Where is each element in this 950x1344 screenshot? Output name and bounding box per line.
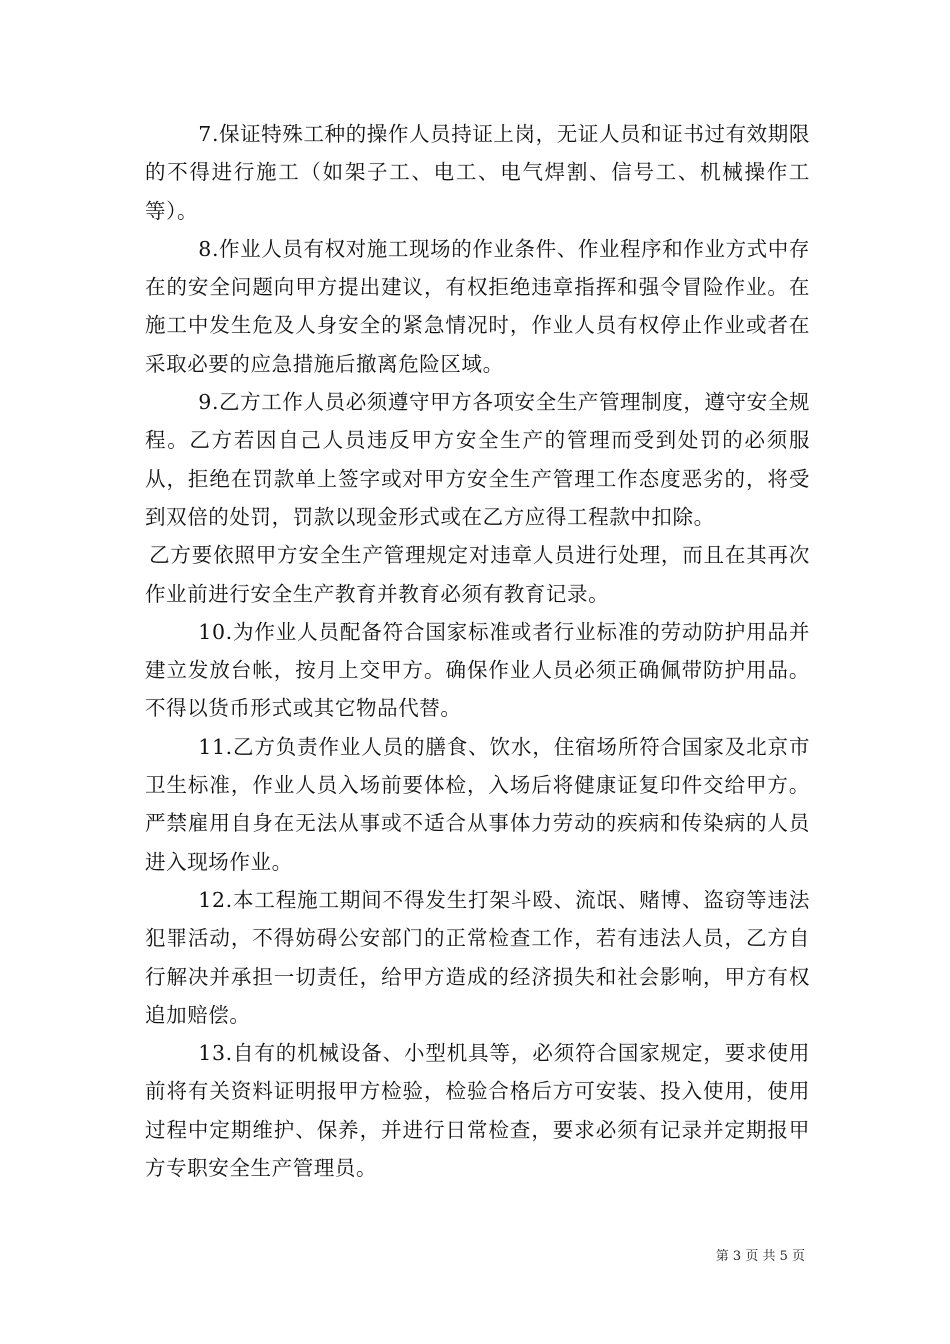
clause-7: 7.保证特殊工种的操作人员持证上岗，无证人员和证书过有效期限的不得进行施工（如架子工、电工、电气焊割、信号工、机械操作工等）。 <box>145 122 810 223</box>
clause-12: 12.本工程施工期间不得发生打架斗殴、流氓、赌博、盗窃等违法犯罪活动，不得妨碍公安部门的正常检查工作，若有违法人员，乙方自行解决并承担一切责任，给甲方造成的经济损失和社会影响，甲方有权追加赔偿。 <box>145 887 810 1027</box>
clause-11: 11.乙方负责作业人员的膳食、饮水，住宿场所符合国家及北京市卫生标准，作业人员入场前要体检，入场后将健康证复印件交给甲方。严禁雇用自身在无法从事或不适合从事体力劳动的疾病和传染病的人员进入现场作业。 <box>145 734 810 874</box>
clause-13: 13.自有的机械设备、小型机具等，必须符合国家规定，要求使用前将有关资料证明报甲方检验，检验合格后方可安装、投入使用，使用过程中定期维护、保养，并进行日常检查，要求必须有记录并定期报甲方专职安全生产管理员。 <box>145 1041 810 1181</box>
page-number-footer: 第 3 页 共 5 页 <box>715 1249 805 1264</box>
clause-10: 10.为作业人员配备符合国家标准或者行业标准的劳动防护用品并建立发放台帐，按月上交甲方。确保作业人员必须正确佩带防护用品。不得以货币形式或其它物品代替。 <box>145 619 810 721</box>
document-body <box>145 115 810 1187</box>
clause-9-supplement: 乙方要依照甲方安全生产管理规定对违章人员进行处理，而且在其再次作业前进行安全生产教育并教育必须有教育记录。 <box>145 543 810 606</box>
clause-8: 8.作业人员有权对施工现场的作业条件、作业程序和作业方式中存在的安全问题向甲方提出建议，有权拒绝违章指挥和强令冒险作业。在施工中发生危及人身安全的紧急情况时，作业人员有权停止作业或者在采取必要的应急措施后撤离危险区域。 <box>145 236 810 376</box>
clause-9: 9.乙方工作人员必须遵守甲方各项安全生产管理制度，遵守安全规程。乙方若因自己人员违反甲方安全生产的管理而受到处罚的必须服从，拒绝在罚款单上签字或对甲方安全生产管理工作态度恶劣的，将受到双倍的处罚，罚款以现金形式或在乙方应得工程款中扣除。 <box>145 390 810 529</box>
